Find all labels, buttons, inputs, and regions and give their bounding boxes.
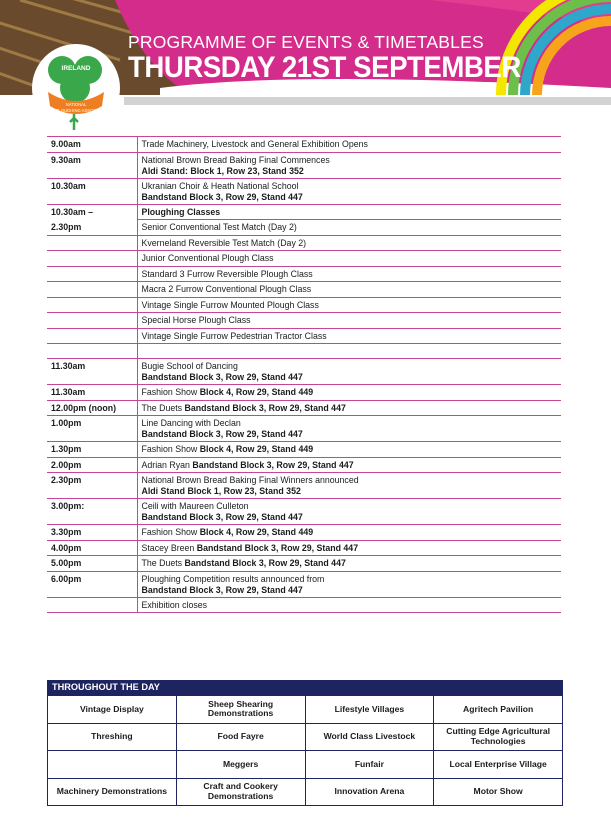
event-description [137, 359, 561, 385]
event-description [137, 540, 561, 556]
event-time [47, 328, 137, 344]
attractions-grid [47, 695, 563, 806]
event-description [137, 137, 561, 153]
attraction-cell: Innovation Arena [305, 778, 434, 806]
attraction-cell: Machinery Demonstrations [48, 778, 177, 806]
event-text: The Duets [141, 558, 185, 568]
event-time: 3.30pm [47, 525, 137, 541]
event-text: Vintage Single Furrow Pedestrian Tractor Class [141, 330, 327, 341]
table-row [47, 499, 561, 525]
table-row [47, 597, 561, 613]
event-text: Junior Conventional Plough Class [141, 253, 274, 263]
page-title: THURSDAY 21ST SEPTEMBER [128, 51, 521, 84]
attraction-cell [48, 751, 177, 779]
event-time: 9.00am [47, 137, 137, 153]
event-time: 1.30pm [47, 442, 137, 458]
table-row [47, 457, 561, 473]
event-time: 9.30am [47, 152, 137, 178]
attraction-cell: Food Fayre [176, 723, 305, 751]
event-description [137, 178, 561, 204]
table-row [47, 282, 561, 298]
table-row [47, 235, 561, 251]
event-description [137, 251, 561, 267]
attraction-cell: Cutting Edge Agricultural Technologies [434, 723, 563, 751]
attraction-cell: Sheep Shearing Demonstrations [176, 696, 305, 724]
event-text: Ploughing Competition results announced from [141, 573, 325, 584]
table-row [47, 473, 561, 499]
event-description [137, 220, 561, 236]
event-description [137, 266, 561, 282]
attraction-cell: Lifestyle Villages [305, 696, 434, 724]
table-row [47, 204, 561, 220]
event-time: 2.30pm [47, 220, 137, 236]
event-description [137, 597, 561, 613]
event-text: Special Horse Plough Class [141, 315, 251, 325]
grid-row [48, 778, 563, 806]
event-text: National Brown Bread Baking Final Winners announced [141, 475, 359, 485]
attraction-cell: Local Enterprise Village [434, 751, 563, 779]
event-description [137, 525, 561, 541]
event-text: Fashion Show [141, 387, 200, 397]
table-row [47, 571, 561, 597]
attraction-cell: Vintage Display [48, 696, 177, 724]
event-location: Bandstand Block 3, Row 29, Stand 447 [141, 191, 303, 202]
event-time: 3.00pm: [47, 499, 137, 525]
event-description [137, 204, 561, 220]
event-location: Block 4, Row 29, Stand 449 [199, 527, 314, 537]
event-time: 11.30am [47, 385, 137, 401]
events-timetable [47, 136, 561, 613]
event-time [47, 313, 137, 329]
event-location: Aldi Stand Block 1, Row 23, Stand 352 [141, 486, 301, 496]
event-description [137, 457, 561, 473]
attraction-cell: Agritech Pavilion [434, 696, 563, 724]
event-description [137, 344, 561, 359]
attraction-cell: Craft and Cookery Demonstrations [176, 778, 305, 806]
event-time: 2.30pm [47, 473, 137, 499]
table-row [47, 137, 561, 153]
table-row [47, 251, 561, 267]
event-location: Block 4, Row 29, Stand 449 [199, 444, 314, 454]
event-text: Bugie School of Dancing [141, 361, 238, 371]
event-location: Bandstand Block 3, Row 29, Stand 447 [184, 558, 346, 568]
event-text: Trade Machinery, Livestock and General Exhibition Opens [141, 139, 368, 149]
event-description [137, 571, 561, 597]
table-row [47, 178, 561, 204]
event-text: Fashion Show [141, 444, 200, 454]
attraction-cell: Meggers [176, 751, 305, 779]
event-text: Stacey Breen [141, 542, 197, 553]
event-location: Bandstand Block 3, Row 29, Stand 447 [141, 512, 303, 522]
table-row [47, 442, 561, 458]
table-row [47, 328, 561, 344]
table-row [47, 385, 561, 401]
table-row [47, 400, 561, 416]
event-time [47, 282, 137, 298]
event-text: Line Dancing with Declan [141, 418, 241, 428]
table-row [47, 344, 561, 359]
attraction-cell: Threshing [48, 723, 177, 751]
event-time: 10.30am [47, 178, 137, 204]
table-row [47, 220, 561, 236]
event-description [137, 313, 561, 329]
event-text: Standard 3 Furrow Reversible Plough Class [141, 268, 313, 279]
event-time: 5.00pm [47, 556, 137, 572]
event-location: Bandstand Block 3, Row 29, Stand 447 [196, 542, 359, 553]
table-row [47, 540, 561, 556]
event-text: Vintage Single Furrow Mounted Plough Class [141, 299, 319, 310]
grid-row [48, 751, 563, 779]
event-text: Fashion Show [141, 527, 200, 537]
event-time [47, 597, 137, 613]
event-location: Bandstand Block 3, Row 29, Stand 447 [192, 459, 354, 470]
event-text: Senior Conventional Test Match (Day 2) [141, 222, 297, 232]
attraction-cell: Motor Show [434, 778, 563, 806]
event-time: 10.30am – [47, 204, 137, 220]
throughout-the-day-panel [47, 680, 563, 806]
event-text: National Brown Bread Baking Final Commences [141, 154, 330, 165]
event-description [137, 235, 561, 251]
event-time: 4.00pm [47, 540, 137, 556]
divider [124, 97, 611, 105]
event-location: Bandstand Block 3, Row 29, Stand 447 [184, 402, 346, 413]
event-description [137, 499, 561, 525]
event-time: 2.00pm [47, 457, 137, 473]
grid-row [48, 723, 563, 751]
table-row [47, 416, 561, 442]
table-row [47, 313, 561, 329]
event-time: 1.00pm [47, 416, 137, 442]
event-text: Ceili with Maureen Culleton [141, 501, 249, 511]
event-description [137, 442, 561, 458]
event-location: Bandstand Block 3, Row 29, Stand 447 [141, 372, 303, 382]
page-heading [128, 32, 555, 84]
table-row [47, 525, 561, 541]
grid-row [48, 696, 563, 724]
table-row [47, 556, 561, 572]
event-time: 6.00pm [47, 571, 137, 597]
event-text: The Duets [141, 402, 185, 413]
event-time [47, 344, 137, 359]
event-location: Bandstand Block 3, Row 29, Stand 447 [141, 429, 303, 439]
page-subtitle: PROGRAMME OF EVENTS & TIMETABLES [128, 32, 484, 52]
event-text: Adrian Ryan [141, 459, 193, 470]
logo-text-ireland: IRELAND [61, 65, 91, 72]
event-description [137, 152, 561, 178]
event-time: 12.00pm (noon) [47, 400, 137, 416]
table-row [47, 266, 561, 282]
event-location: Bandstand Block 3, Row 29, Stand 447 [141, 584, 303, 595]
event-text: Ukranian Choir & Heath National School [141, 180, 299, 191]
event-time [47, 235, 137, 251]
throughout-heading: THROUGHOUT THE DAY [47, 680, 563, 695]
event-description [137, 473, 561, 499]
table-row [47, 359, 561, 385]
event-text: Kverneland Reversible Test Match (Day 2) [141, 237, 307, 248]
event-location: Ploughing Classes [141, 206, 221, 217]
event-location: Block 4, Row 29, Stand 449 [199, 387, 314, 397]
table-row [47, 152, 561, 178]
event-time: 11.30am [47, 359, 137, 385]
attraction-cell: World Class Livestock [305, 723, 434, 751]
event-time [47, 297, 137, 313]
event-description [137, 385, 561, 401]
event-description [137, 282, 561, 298]
event-text: Exhibition closes [141, 599, 208, 610]
event-description [137, 328, 561, 344]
event-description [137, 297, 561, 313]
event-location: Aldi Stand: Block 1, Row 23, Stand 352 [141, 165, 304, 176]
attraction-cell: Funfair [305, 751, 434, 779]
table-row [47, 297, 561, 313]
event-text: Macra 2 Furrow Conventional Plough Class [141, 284, 312, 294]
ploughing-association-logo [30, 44, 126, 136]
svg-text:PLOUGHING ASSOC: PLOUGHING ASSOC [55, 108, 97, 113]
event-description [137, 556, 561, 572]
event-description [137, 400, 561, 416]
event-time [47, 266, 137, 282]
svg-text:NATIONAL: NATIONAL [65, 102, 87, 107]
event-time [47, 251, 137, 267]
event-description [137, 416, 561, 442]
